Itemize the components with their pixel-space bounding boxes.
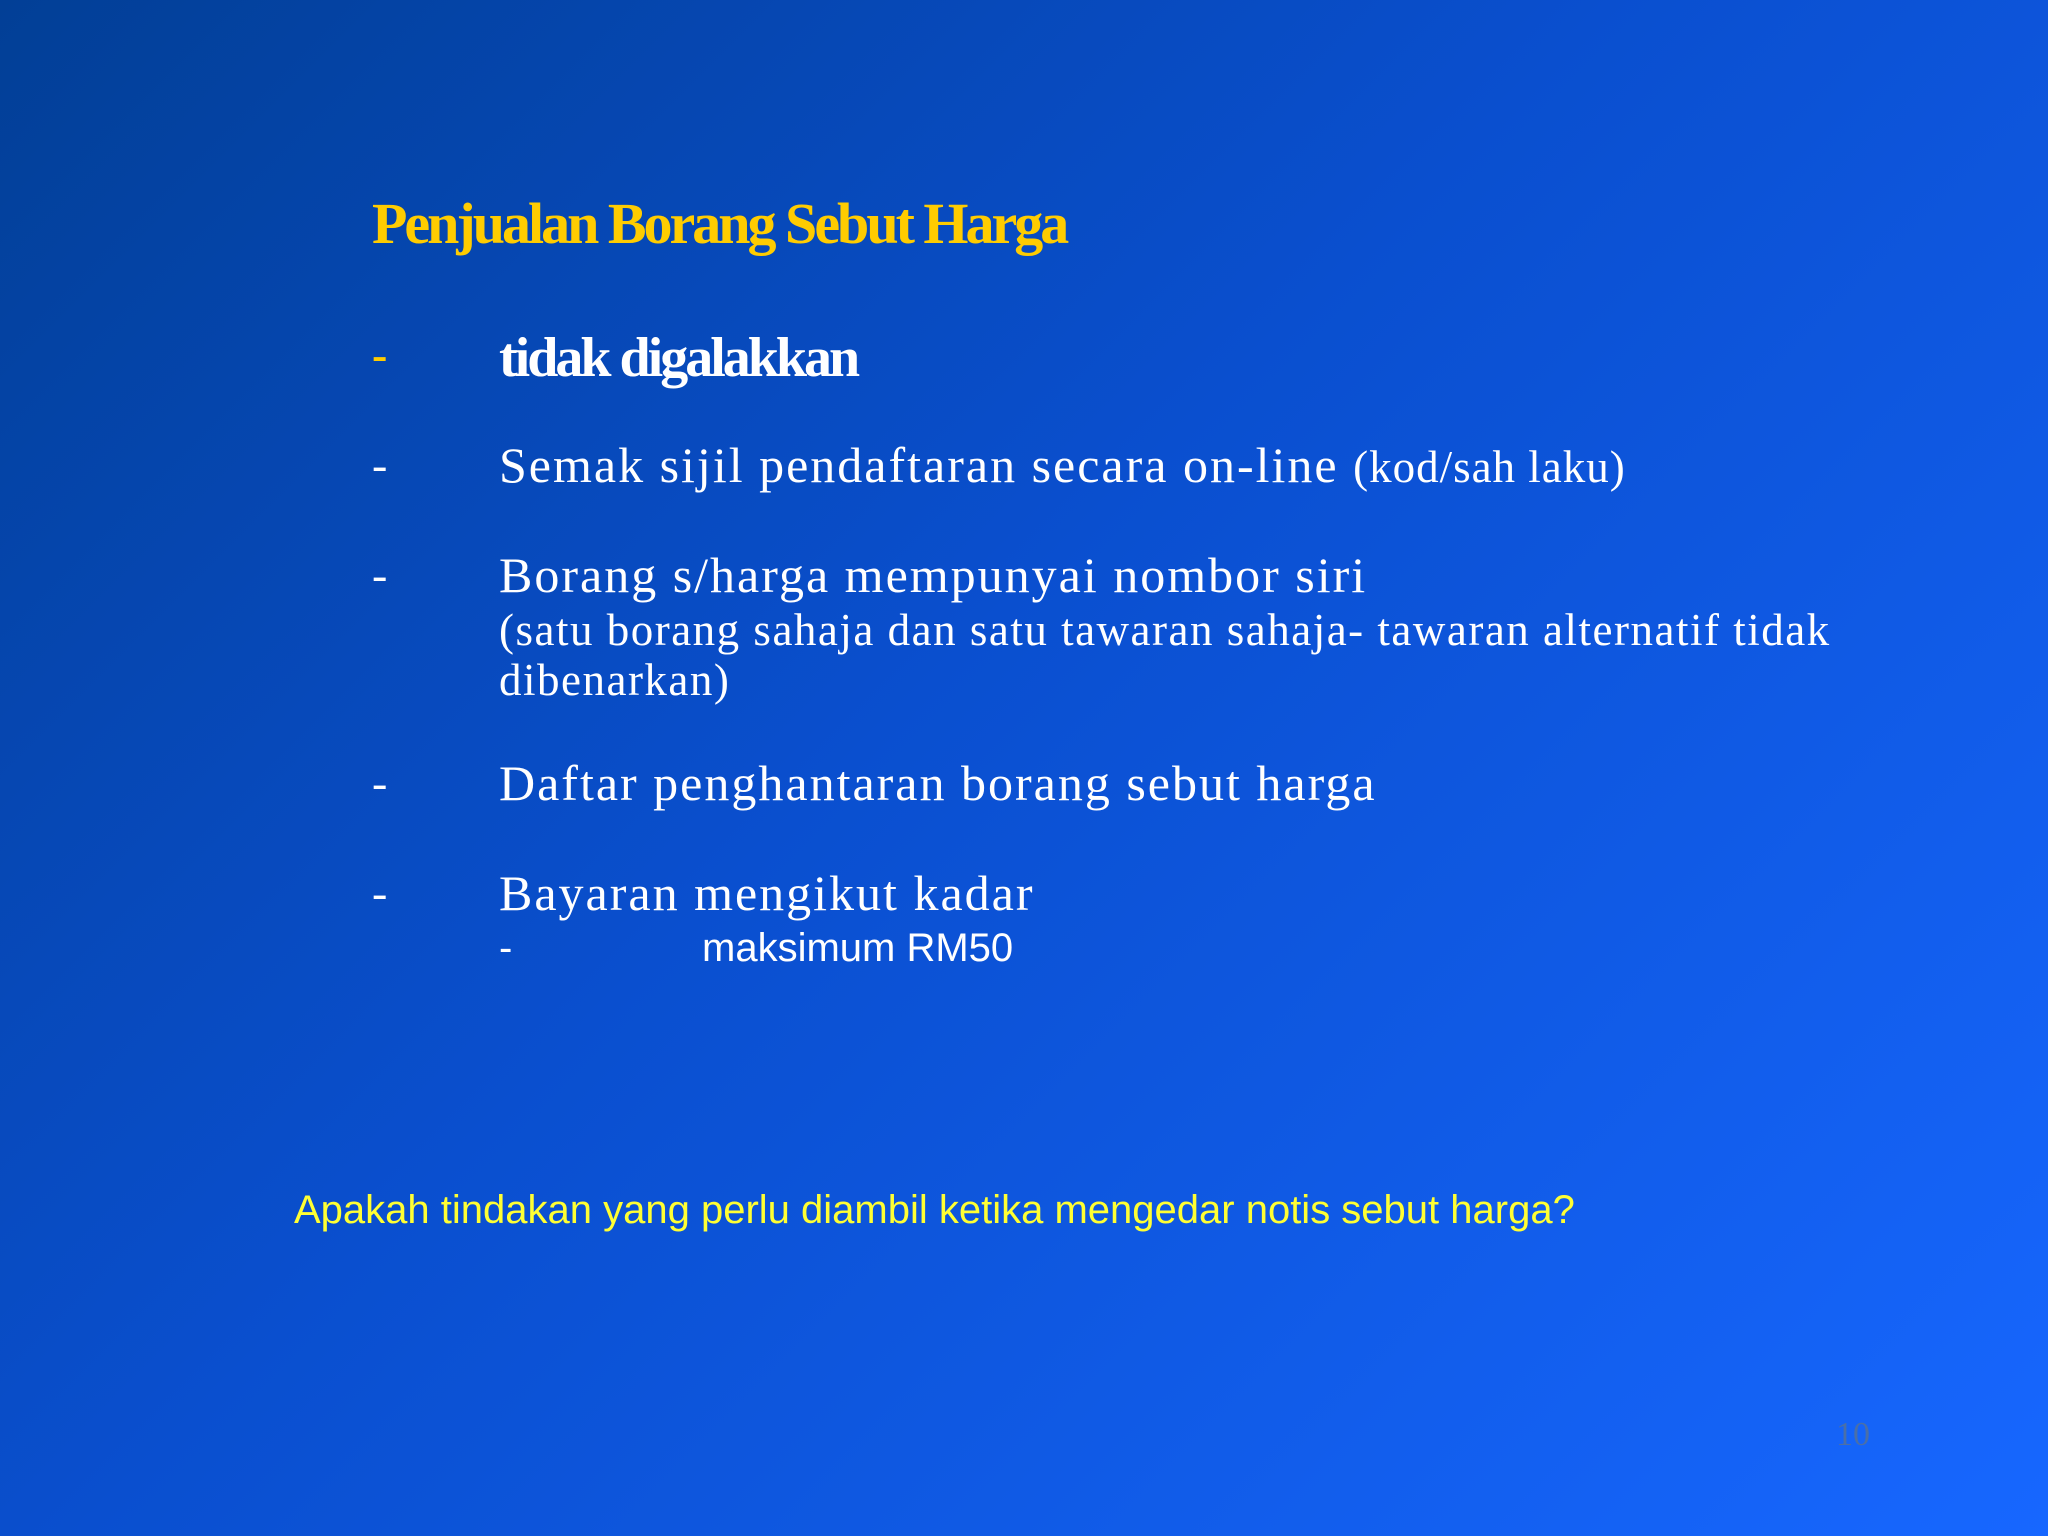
question-text: Apakah tindakan yang perlu diambil ketika mengedar notis sebut harga? (294, 1188, 1575, 1232)
sub-bullet-dash: - (499, 926, 513, 970)
bullet-dash: - (372, 549, 388, 600)
bullet-text: tidak digalakkan (499, 327, 858, 389)
sub-bullet-text: maksimum RM50 (702, 926, 1014, 970)
bullet-dash: - (372, 439, 388, 490)
bullet-dash: - (372, 329, 388, 380)
bullet-text: Daftar penghantaran borang sebut harga (499, 755, 1377, 811)
bullet-dash: - (372, 757, 388, 808)
page-number: 10 (1836, 1416, 1870, 1453)
bullet-detail: (satu borang sahaja dan satu tawaran sahaja- tawaran alternatif tidak dibenarkan) (499, 605, 1831, 705)
bullet-text-with-suffix (499, 438, 1626, 493)
bullet-suffix: (kod/sah laku) (1353, 442, 1626, 492)
bullet-dash: - (372, 867, 388, 918)
slide-title: Penjualan Borang Sebut Harga (372, 191, 1067, 256)
bullet-text: Bayaran mengikut kadar (499, 865, 1035, 921)
bullet-text: Semak sijil pendaftaran secara on-line (499, 437, 1339, 493)
bullet-text: Borang s/harga mempunyai nombor siri (499, 547, 1368, 603)
